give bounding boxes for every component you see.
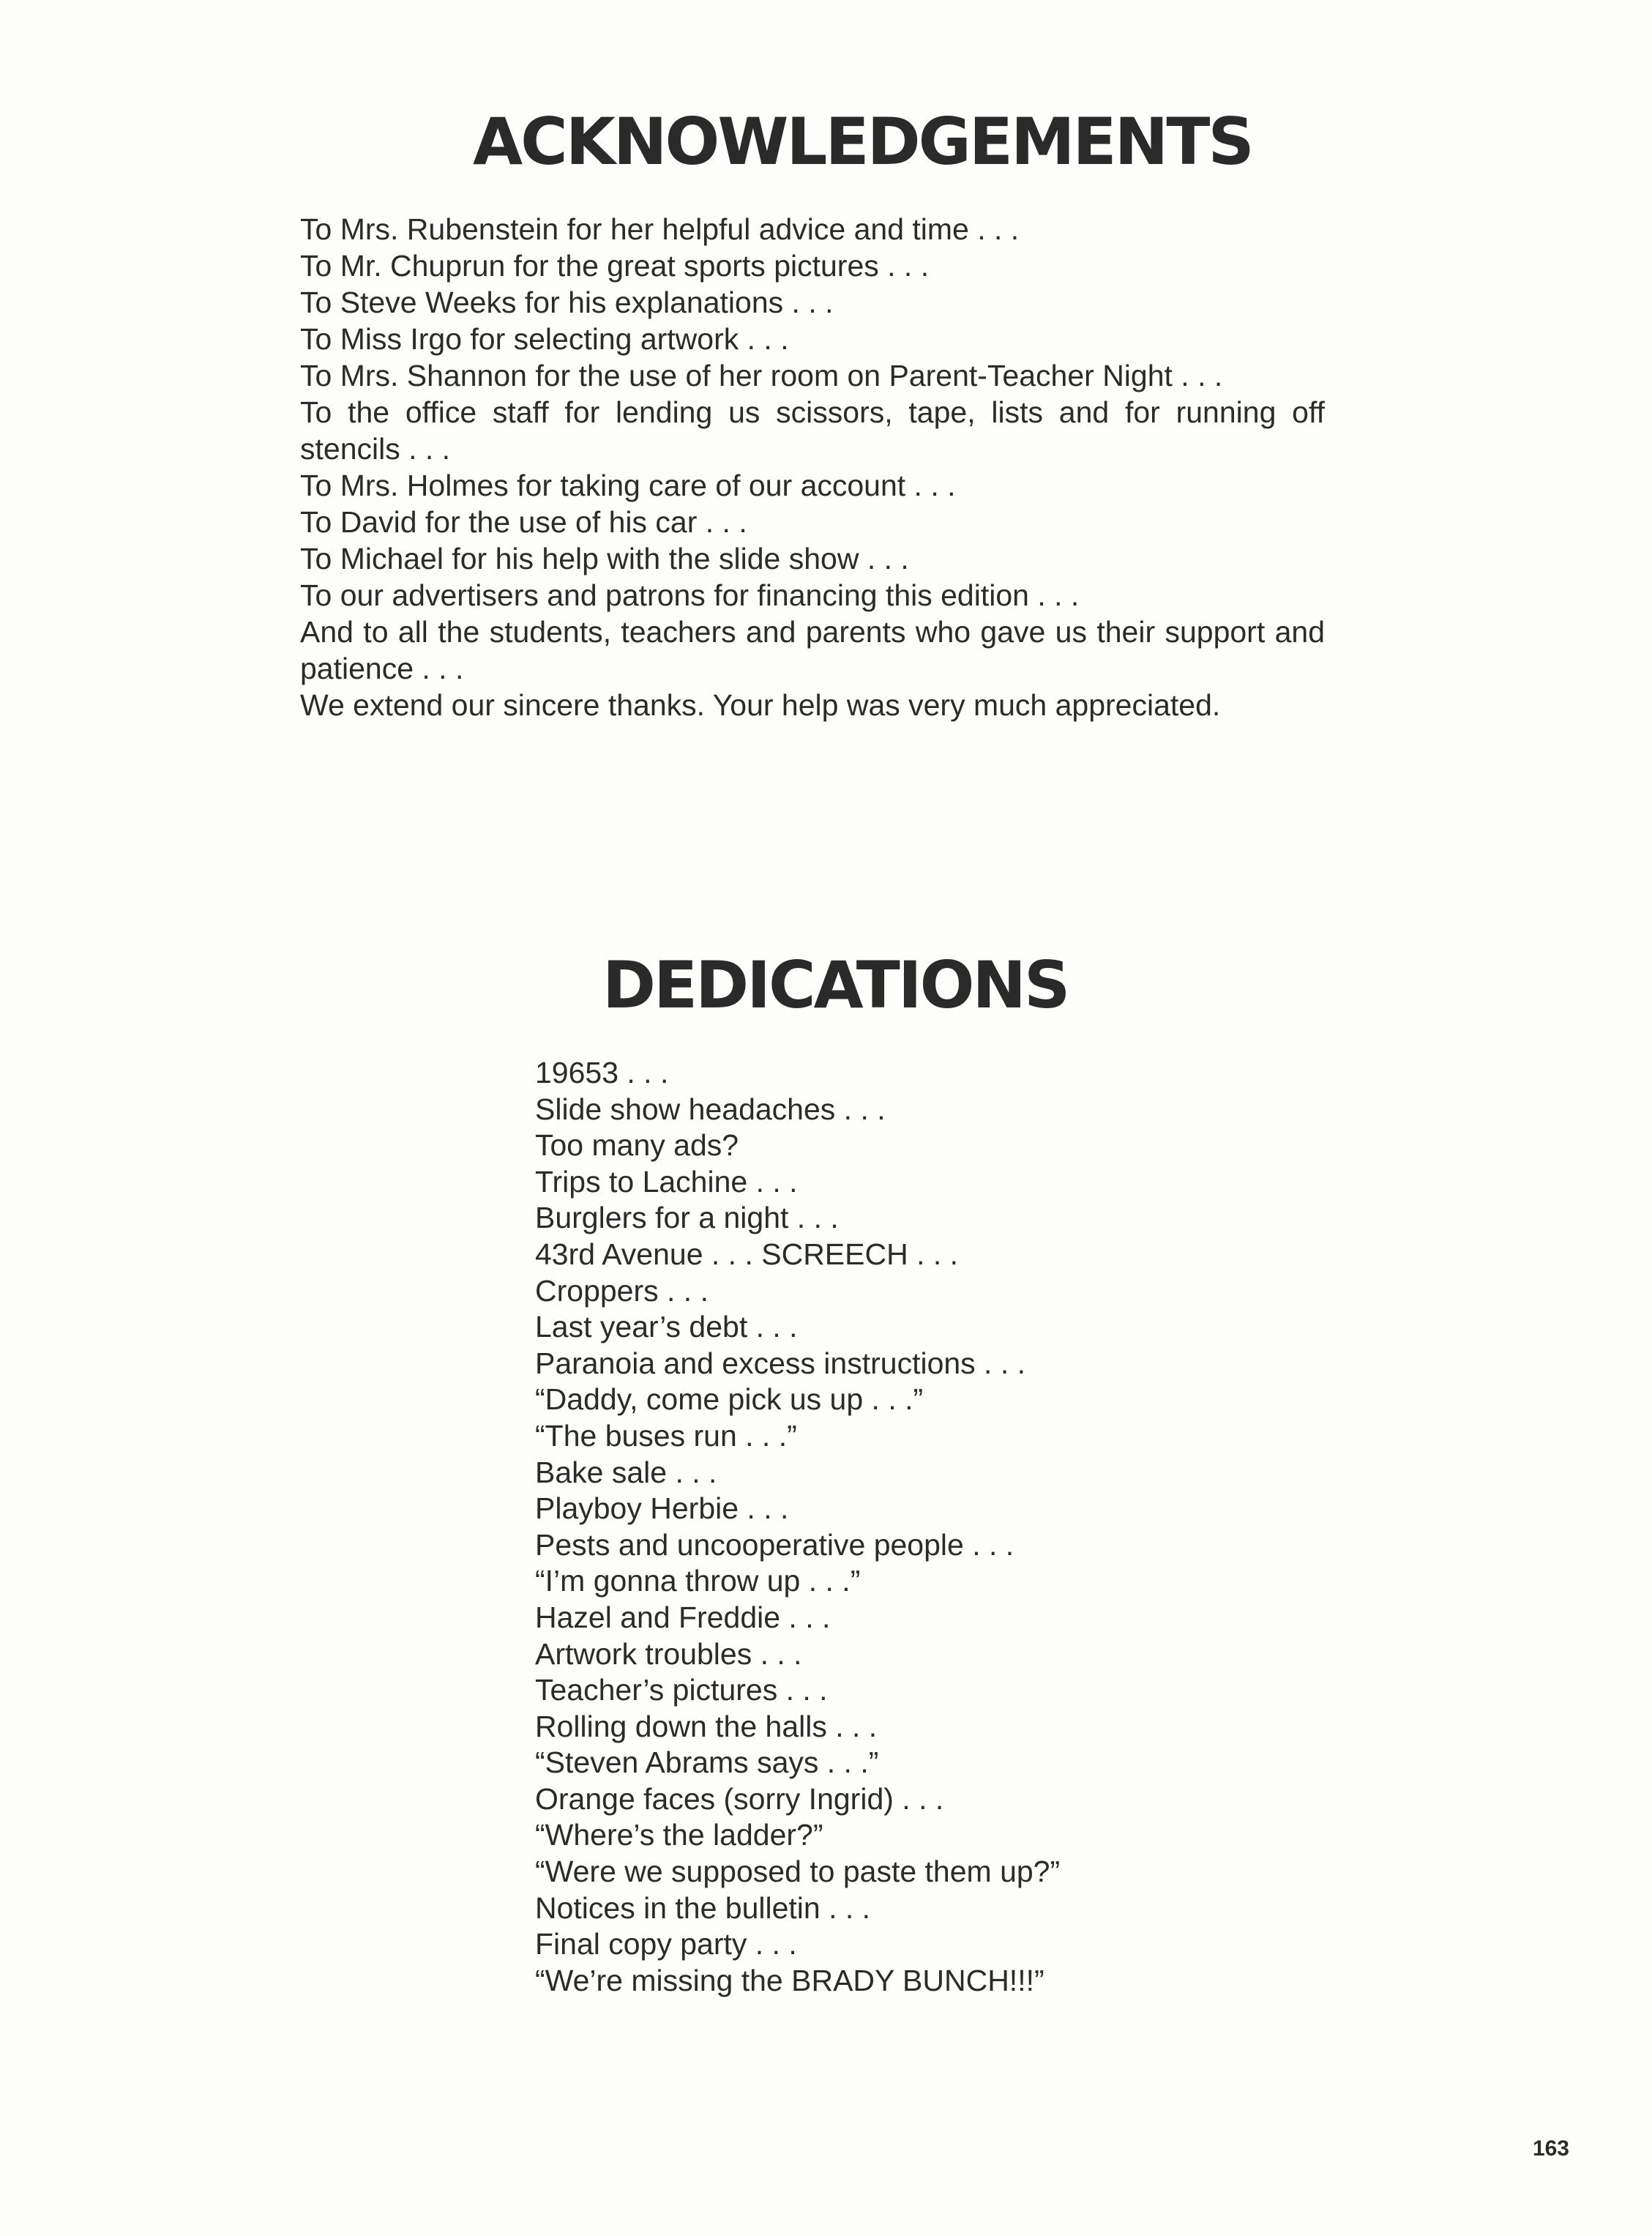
- dedication-item: 19653 . . .: [535, 1056, 669, 1089]
- acknowledgement-line: To Mrs. Rubenstein for her helpful advice and time . . .: [300, 212, 1020, 246]
- acknowledgements-title: ACKNOWLEDGEMENTS: [473, 104, 1252, 179]
- acknowledgement-line: And to all the students, teachers and parents who gave us their support and patience . . .: [300, 615, 1325, 685]
- dedication-item: Playboy Herbie . . .: [535, 1491, 789, 1526]
- acknowledgement-line: To the office staff for lending us scissors, tape, lists and for running off stencils . . .: [300, 395, 1325, 466]
- acknowledgements-text: [300, 211, 1325, 723]
- dedication-item: Last year’s debt . . .: [535, 1310, 798, 1344]
- dedication-item: “Steven Abrams says . . .”: [535, 1745, 879, 1780]
- dedication-item: Too many ads?: [535, 1128, 739, 1163]
- dedication-item: “Where’s the ladder?”: [535, 1818, 823, 1852]
- acknowledgement-line: To Mrs. Shannon for the use of her room on Parent-Teacher Night . . .: [300, 359, 1223, 392]
- dedication-item: Bake sale . . .: [535, 1455, 717, 1489]
- dedication-item: “The buses run . . .”: [535, 1418, 797, 1453]
- dedication-item: Hazel and Freddie . . .: [535, 1600, 831, 1634]
- dedication-item: “We’re missing the BRADY BUNCH!!!”: [535, 1963, 1044, 1997]
- dedication-item: Artwork troubles . . .: [535, 1636, 802, 1671]
- acknowledgement-closing-line: We extend our sincere thanks. Your help was very much appreciated.: [300, 688, 1221, 722]
- acknowledgement-line: To Michael for his help with the slide show . . .: [300, 542, 909, 575]
- acknowledgement-line: To David for the use of his car . . .: [300, 505, 747, 539]
- dedication-item: “I’m gonna throw up . . .”: [535, 1564, 861, 1598]
- dedication-item: Final copy party . . .: [535, 1927, 797, 1961]
- dedications-title: DEDICATIONS: [602, 947, 1069, 1023]
- dedications-list: [535, 1055, 1060, 1999]
- acknowledgement-line: To Miss Irgo for selecting artwork . . .: [300, 322, 789, 356]
- dedication-item: “Daddy, come pick us up . . .”: [535, 1382, 924, 1417]
- acknowledgement-line: To Mrs. Holmes for taking care of our account . . .: [300, 469, 956, 502]
- acknowledgement-line: To our advertisers and patrons for financing this edition . . .: [300, 578, 1080, 612]
- dedication-item: Slide show headaches . . .: [535, 1092, 886, 1126]
- dedication-item: Teacher’s pictures . . .: [535, 1673, 828, 1707]
- dedication-item: Croppers . . .: [535, 1273, 709, 1308]
- dedication-item: Paranoia and excess instructions . . .: [535, 1346, 1026, 1380]
- dedication-item: Orange faces (sorry Ingrid) . . .: [535, 1781, 944, 1816]
- acknowledgement-line: To Mr. Chuprun for the great sports pictures . . .: [300, 249, 930, 283]
- acknowledgement-line: To Steve Weeks for his explanations . . .: [300, 286, 834, 319]
- dedication-item: Burglers for a night . . .: [535, 1201, 839, 1235]
- page-number: 163: [1532, 2136, 1569, 2161]
- dedication-item: “Were we supposed to paste them up?”: [535, 1855, 1061, 1889]
- dedication-item: Pests and uncooperative people . . .: [535, 1527, 1014, 1562]
- dedication-item: Notices in the bulletin . . .: [535, 1890, 871, 1925]
- dedication-item: Rolling down the halls . . .: [535, 1709, 878, 1743]
- dedication-item: Trips to Lachine . . .: [535, 1164, 798, 1199]
- dedication-item: 43rd Avenue . . . SCREECH . . .: [535, 1237, 959, 1271]
